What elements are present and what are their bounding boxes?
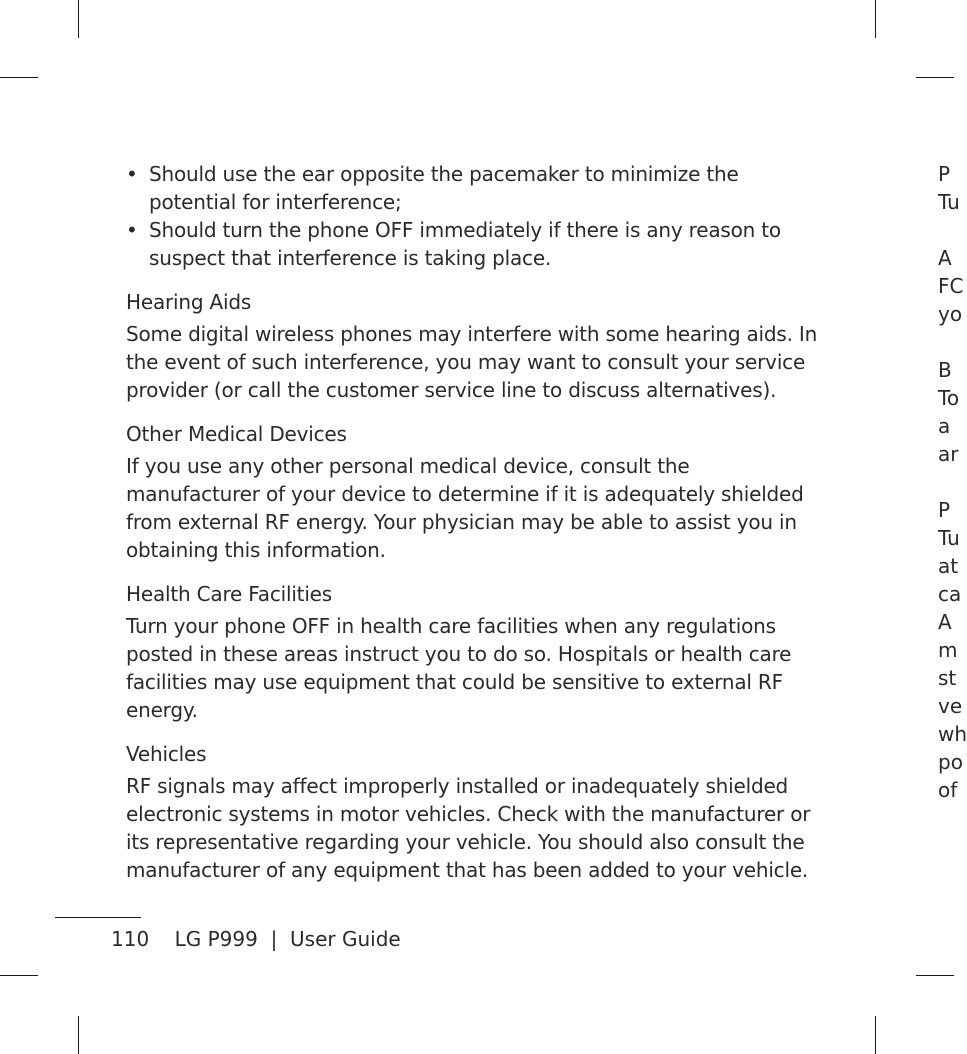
next-page-fragment: at — [938, 554, 959, 578]
crop-mark-bottom-left-h — [0, 975, 38, 976]
next-page-fragment: po — [938, 750, 963, 774]
next-page-fragment: Tu — [938, 526, 960, 550]
footer-separator: | — [270, 927, 278, 951]
page-footer — [111, 925, 401, 953]
guide-title: User Guide — [290, 927, 401, 951]
crop-mark-top-left — [78, 0, 79, 38]
next-page-fragment: P — [938, 498, 951, 522]
section-body: RF signals may affect improperly installed or inadequately shielded electronic systems in motor vehicles. Check with the manufacturer or its representative regarding your vehicle. You should also consult the manufacturer of any equipment that has been added to your vehicle. — [126, 774, 811, 882]
next-page-fragment: A — [938, 610, 952, 634]
list-item: • Should turn the phone OFF immediately if there is any reason to suspect that interference is taking place. — [126, 218, 781, 270]
next-page-fragment: a — [938, 414, 951, 438]
section-body: Turn your phone OFF in health care facilities when any regulations posted in these areas instruct you to do so. Hospitals or health care facilities may use equipment that could be sensitive to external RF energy. — [126, 614, 792, 722]
next-page-fragment: of — [938, 778, 958, 802]
section-other-medical-devices — [126, 420, 826, 564]
next-page-fragment — [938, 468, 954, 496]
next-page-fragment: ve — [938, 694, 963, 718]
next-page-fragment: ca — [938, 582, 962, 606]
bullet-icon: • — [126, 218, 138, 242]
next-page-fragment: P — [938, 162, 951, 186]
section-health-care-facilities — [126, 580, 826, 724]
list-item: • Should use the ear opposite the pacemaker to minimize the potential for interference; — [126, 162, 739, 214]
next-page-fragment: yo — [938, 302, 963, 326]
section-body: If you use any other personal medical device, consult the manufacturer of your device to determine if it is adequately shielded from external RF energy. Your physician may be able to assist you in obtaining this information. — [126, 454, 804, 562]
next-page-fragment: st — [938, 666, 957, 690]
crop-mark-bottom-right-h — [916, 975, 954, 976]
section-heading: Hearing Aids — [126, 290, 252, 314]
next-page-fragment: A — [938, 246, 952, 270]
page-number: 110 — [111, 927, 150, 951]
page-content — [126, 160, 826, 884]
next-page-fragment: ar — [938, 442, 959, 466]
next-page-fragment — [938, 216, 954, 244]
product-name: LG P999 — [174, 927, 258, 951]
crop-mark-bottom-left — [78, 1016, 79, 1054]
next-page-fragment — [938, 328, 954, 356]
next-page-fragment: To — [938, 386, 960, 410]
section-hearing-aids — [126, 288, 826, 404]
crop-mark-top-left-h — [0, 77, 38, 78]
crop-mark-top-right-h — [916, 77, 954, 78]
section-vehicles — [126, 740, 826, 884]
crop-mark-top-right — [875, 0, 876, 38]
section-heading: Health Care Facilities — [126, 582, 333, 606]
next-page-column — [938, 160, 967, 804]
footer-rule — [55, 917, 141, 918]
section-heading: Other Medical Devices — [126, 422, 347, 446]
next-page-fragment: FC — [938, 274, 964, 298]
bullet-list — [126, 160, 826, 272]
next-page-fragment: Tu — [938, 190, 960, 214]
next-page-fragment: m — [938, 638, 958, 662]
section-body: Some digital wireless phones may interfere with some hearing aids. In the event of such interference, you may want to consult your service provider (or call the customer service line to discuss alternatives). — [126, 322, 818, 402]
next-page-fragment: wh — [938, 722, 967, 746]
next-page-fragment: B — [938, 358, 952, 382]
crop-mark-bottom-right — [875, 1016, 876, 1054]
bullet-icon: • — [126, 162, 138, 186]
section-heading: Vehicles — [126, 742, 207, 766]
